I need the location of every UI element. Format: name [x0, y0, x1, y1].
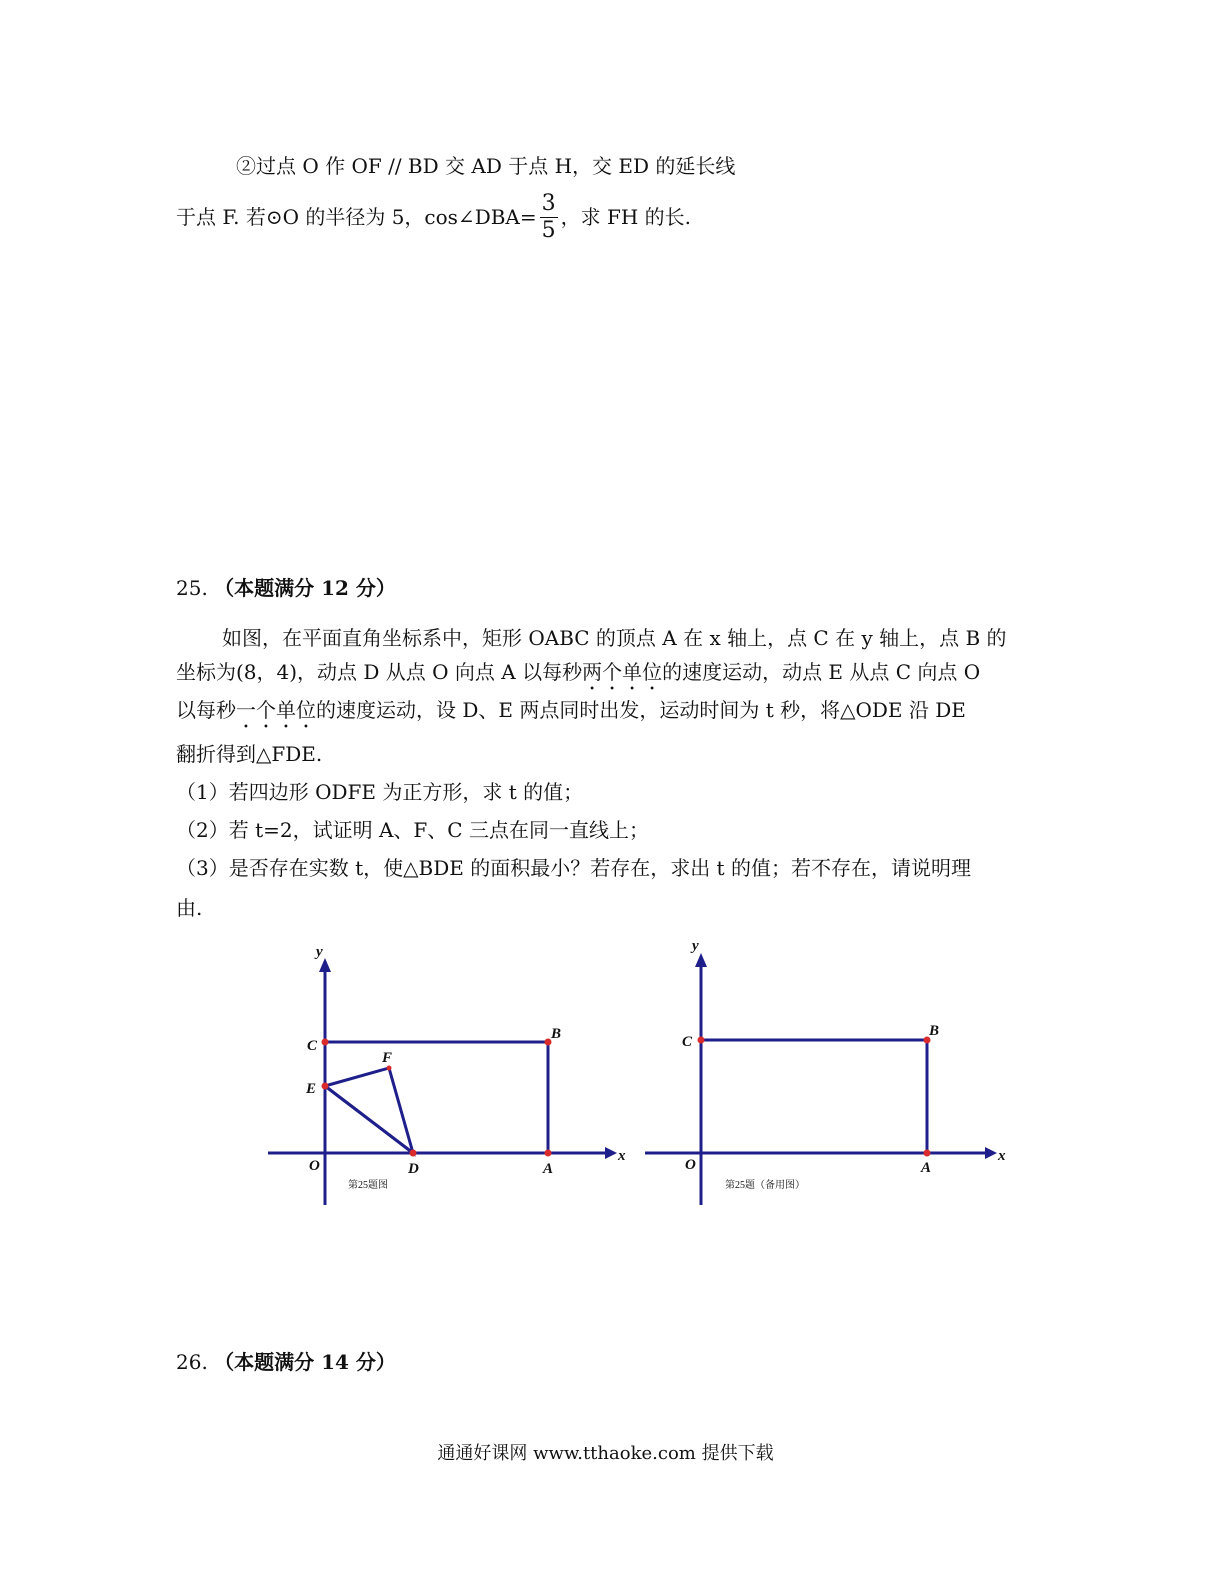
- y-axis-arrow: [695, 953, 707, 967]
- label-y: y: [692, 938, 699, 954]
- q25-stem-line1: 如图，在平面直角坐标系中，矩形 OABC 的顶点 A 在 x 轴上，点 C 在 y 轴上，点 B 的: [222, 626, 1007, 650]
- q24-part2-line2-pre: 于点 F. 若⊙O 的半径为 5，cos∠DBA=: [176, 205, 537, 229]
- q25-stem-line3: [176, 696, 966, 733]
- y-axis-arrow: [319, 958, 331, 972]
- q24-part2-line2-post: ，求 FH 的长.: [560, 205, 692, 229]
- point-E: [322, 1083, 329, 1090]
- label-B: B: [929, 1023, 940, 1039]
- point-D: [410, 1150, 417, 1157]
- q25-stem-line3-a: 以每秒: [176, 698, 236, 722]
- figure-caption: 第25题（备用图）: [725, 1180, 805, 1191]
- q26-number: 26.: [176, 1350, 208, 1374]
- q25-sub3-line1: （3）是否存在实数 t，使△BDE 的面积最小？若存在，求出 t 的值；若不存在，请说明理: [176, 856, 971, 880]
- q25-stem-line4: 翻折得到△FDE.: [176, 742, 323, 766]
- q25-header: [176, 574, 396, 602]
- point-A: [545, 1150, 552, 1157]
- label-F: F: [382, 1050, 393, 1066]
- cos-fraction: [540, 191, 558, 244]
- point-C: [322, 1039, 329, 1046]
- label-y: y: [316, 944, 323, 960]
- q24-part2-line1: ②过点 O 作 OF // BD 交 AD 于点 H，交 ED 的延长线: [236, 154, 736, 178]
- q25-stem-line2-a: 坐标为(8，4)，动点 D 从点 O 向点 A 以每秒: [176, 660, 583, 684]
- q25-stem-line2-b: 的速度运动，动点 E 从点 C 向点 O: [662, 660, 981, 684]
- label-A: A: [921, 1160, 932, 1176]
- point-C: [698, 1037, 705, 1044]
- point-F: [387, 1066, 392, 1071]
- triangle-EFD: [325, 1068, 413, 1153]
- fraction-denominator: 5: [541, 217, 556, 243]
- q24-part2-line2: [176, 186, 691, 248]
- emphasis-two-units: 两个单位: [582, 660, 663, 684]
- q25-sub1: （1）若四边形 ODFE 为正方形，求 t 的值；: [176, 780, 584, 804]
- q25-number: 25.: [176, 576, 208, 600]
- segment-ED: [325, 1086, 413, 1153]
- q25-title: （本题满分 12 分）: [214, 576, 396, 600]
- q25-stem-line2: [176, 658, 980, 695]
- q26-header: [176, 1348, 396, 1376]
- label-E: E: [306, 1081, 317, 1097]
- label-D: D: [408, 1161, 419, 1177]
- emphasis-one-unit: 一个单位: [236, 698, 316, 722]
- label-B: B: [551, 1026, 562, 1042]
- figure-q25-backup: [640, 935, 1020, 1215]
- figure-q25-main: [260, 935, 640, 1215]
- label-O: O: [309, 1158, 320, 1174]
- x-axis-arrow: [605, 1147, 617, 1159]
- label-C: C: [307, 1038, 318, 1054]
- fraction-numerator: 3: [541, 190, 556, 216]
- q26-title: （本题满分 14 分）: [214, 1350, 396, 1374]
- label-x: x: [998, 1148, 1006, 1164]
- figure-caption: 第25题图: [348, 1180, 388, 1191]
- label-O: O: [685, 1157, 696, 1173]
- q25-sub3-line2: 由.: [176, 896, 203, 920]
- q25-stem-line3-b: 的速度运动，设 D、E 两点同时出发，运动时间为 t 秒，将△ODE 沿 DE: [316, 698, 966, 722]
- label-A: A: [543, 1161, 554, 1177]
- page-footer: 通通好课网 www.tthaoke.com 提供下载: [437, 1443, 774, 1464]
- q25-sub2: （2）若 t=2，试证明 A、F、C 三点在同一直线上；: [176, 818, 649, 842]
- label-x: x: [618, 1148, 626, 1164]
- label-C: C: [682, 1034, 693, 1050]
- x-axis-arrow: [985, 1147, 997, 1159]
- point-A: [924, 1150, 931, 1157]
